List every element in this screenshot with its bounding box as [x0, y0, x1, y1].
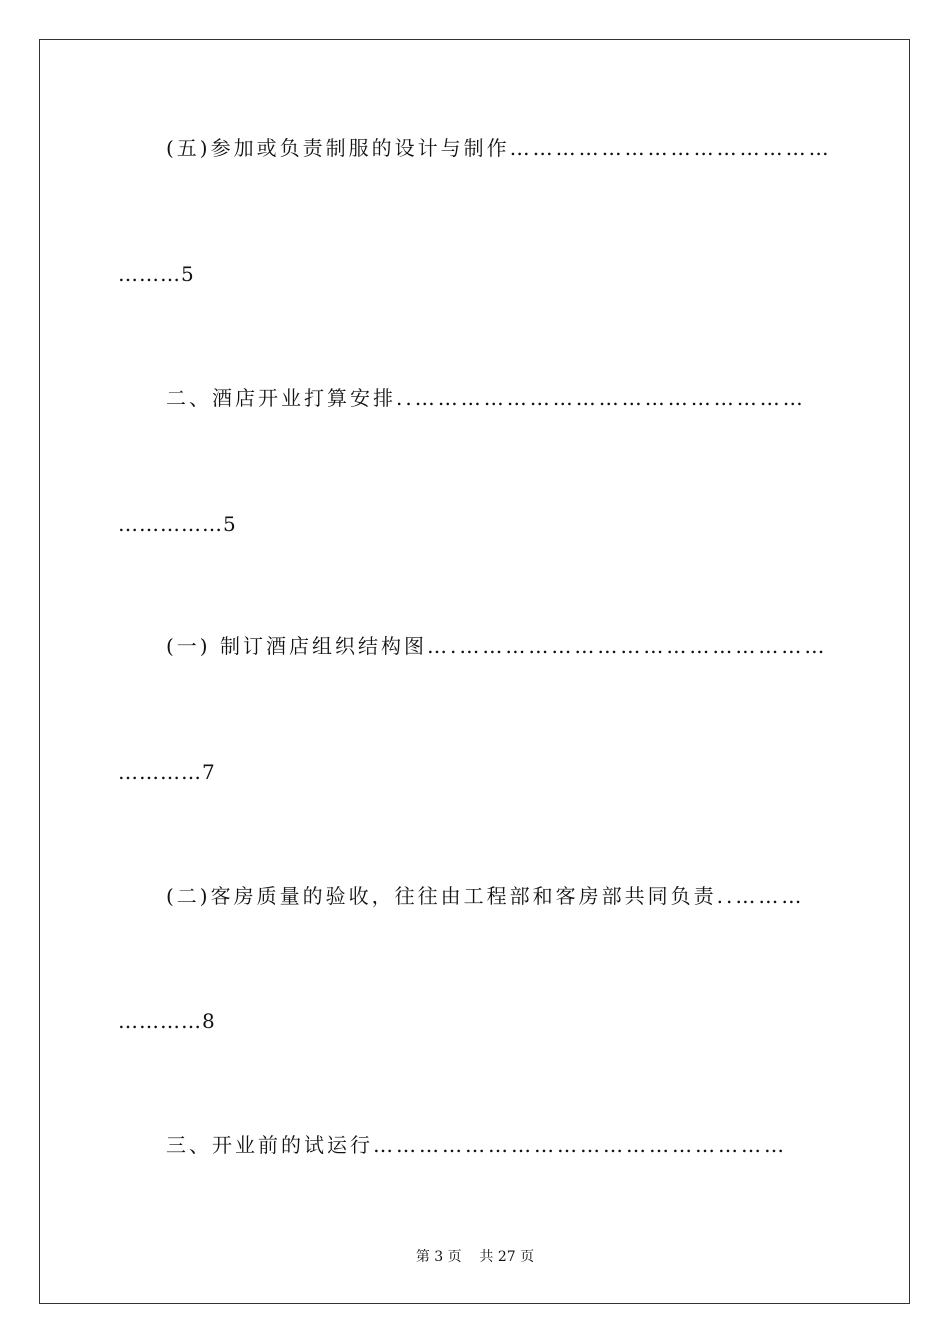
toc-entry-line: (五)参加或负责制服的设计与制作……………………………………: [166, 136, 832, 160]
page-frame: [39, 39, 910, 1304]
toc-entry-page-line: …………7: [118, 760, 216, 784]
toc-entry-page-line: ……………5: [118, 512, 237, 536]
toc-entry-page-line: ………5: [118, 262, 195, 286]
toc-entry-page-line: …………8: [118, 1009, 216, 1033]
page-footer: 第 3 页 共 27 页: [415, 1249, 535, 1265]
toc-entry-line: 二、酒店开业打算安排..……………………………………………: [166, 386, 806, 410]
toc-entry-line: 三、开业前的试运行………………………………………………: [166, 1133, 787, 1157]
toc-entry-line: (一) 制订酒店组织结构图….…………………………………………: [166, 634, 828, 658]
toc-entry-line: (二)客房质量的验收，往往由工程部和客房部共同负责..………: [166, 884, 805, 908]
